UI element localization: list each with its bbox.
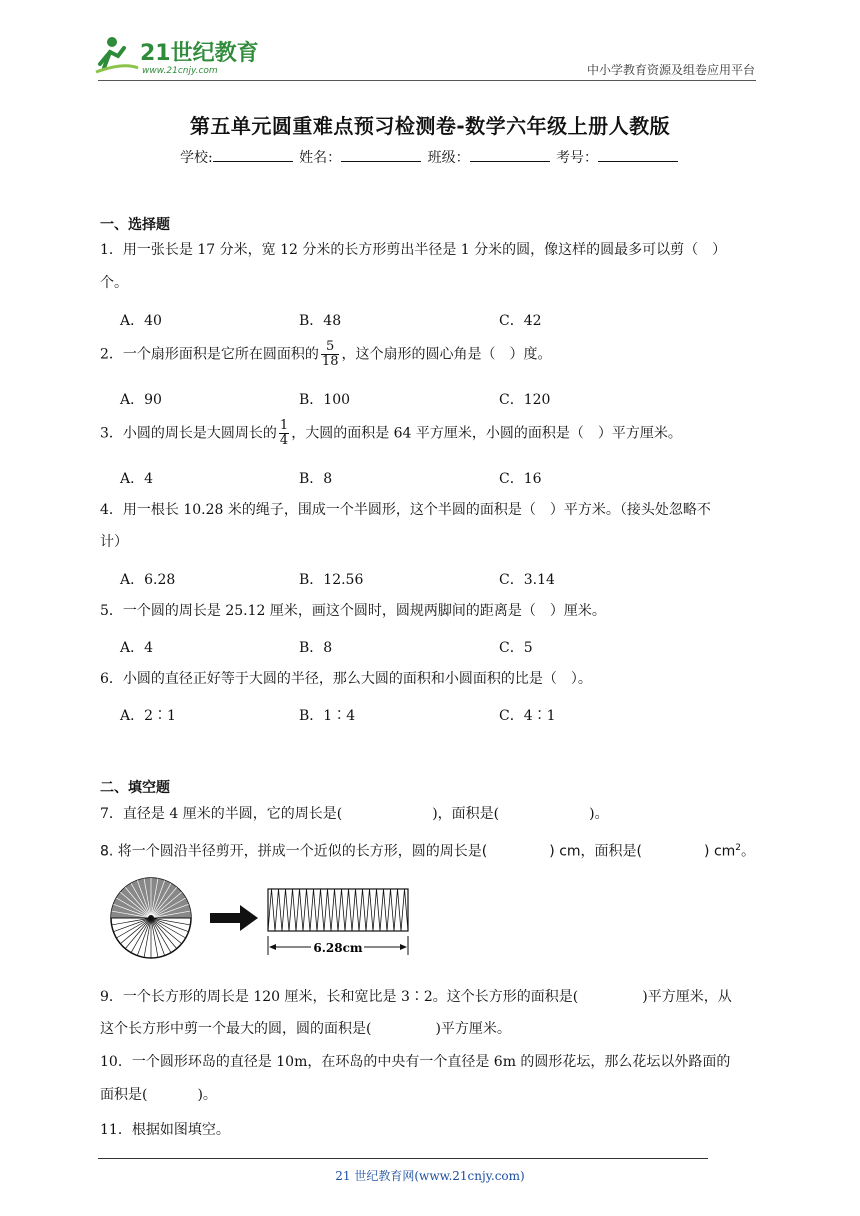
- length-label: 6.28cm: [313, 941, 363, 955]
- site-logo: [94, 34, 264, 76]
- q2-text-post: ，这个扇形的圆心角是（ ）度。: [341, 346, 552, 363]
- school-blank[interactable]: [213, 149, 293, 162]
- q6-option-c[interactable]: C．4∶1: [499, 708, 556, 724]
- q10-text-1: 面积是(: [100, 1087, 148, 1103]
- q2-denominator: 18: [321, 354, 339, 369]
- q9-text-4: )平方厘米。: [435, 1021, 511, 1037]
- class-label: 班级：: [427, 150, 470, 166]
- q1-line2: 个。: [100, 275, 128, 291]
- q4-option-b[interactable]: B．12.56: [299, 572, 364, 588]
- logo-text: 21世纪教育: [140, 41, 259, 66]
- q1-line1: 1．用一张长是 17 分米，宽 12 分米的长方形剪出半径是 1 分米的圆，像这样的圆最多可以剪（ ）: [100, 242, 727, 258]
- page-title: 第五单元圆重难点预习检测卷-数学六年级上册人教版: [189, 114, 671, 138]
- sector-circle: [111, 878, 191, 958]
- q8-text-1: 8. 将一个圆沿半径剪开，拼成一个近似的长方形，圆的周长是(: [100, 843, 488, 860]
- q6-option-a[interactable]: A．2∶1: [120, 708, 176, 724]
- q8-unit-cm2: cm: [713, 843, 736, 860]
- q4-option-a[interactable]: A．6.28: [120, 572, 176, 588]
- q2-numerator: 5: [321, 340, 340, 355]
- logo-url: www.21cnjy.com: [142, 66, 218, 76]
- question-9-line1: [100, 987, 760, 1007]
- name-label: 姓名：: [299, 150, 342, 166]
- q3-option-c[interactable]: C．16: [499, 471, 542, 487]
- question-10-line2: [100, 1085, 760, 1105]
- question-5: 5．一个圆的周长是 25.12 厘米，画这个圆时，圆规两脚间的距离是（ ）厘米。: [100, 603, 606, 619]
- student-info: [0, 147, 860, 167]
- q2-option-b[interactable]: B．100: [299, 392, 351, 408]
- question-11: 11．根据如图填空。: [100, 1122, 230, 1138]
- question-8: [100, 838, 760, 862]
- q10-text-2: )。: [197, 1087, 217, 1103]
- length-dimension: [268, 936, 408, 955]
- q3-text-post: ，大圆的面积是 64 平方厘米，小圆的面积是（ ）平方厘米。: [291, 425, 682, 442]
- header-divider: [98, 80, 756, 81]
- q1-option-b[interactable]: B．48: [299, 313, 342, 329]
- q3-text-pre: 3．小圆的周长是大圆周长的: [100, 425, 277, 442]
- question-1: [100, 240, 760, 260]
- footer-text[interactable]: 21 世纪教育网(www.21cnjy.com): [335, 1169, 525, 1183]
- q1-option-a[interactable]: A．40: [120, 313, 162, 329]
- circle-to-rectangle-figure: [106, 875, 416, 965]
- q3-option-a[interactable]: A．4: [120, 471, 154, 487]
- question-2: [100, 340, 760, 369]
- q9-text-3: 这个长方形中剪一个最大的圆，圆的面积是(: [100, 1021, 372, 1037]
- q1-option-c[interactable]: C．42: [499, 313, 542, 329]
- q5-option-c[interactable]: C．5: [499, 640, 533, 656]
- q8-text-2: ): [549, 843, 555, 860]
- q4-option-c[interactable]: C．3.14: [499, 572, 555, 588]
- approx-rectangle: [268, 889, 408, 931]
- section-choice-heading: 一、选择题: [100, 217, 170, 233]
- q4-line1: 4．用一根长 10.28 米的绳子，围成一个半圆形，这个半圆的面积是（ ）平方米。（接头处忽略不: [100, 502, 711, 518]
- q2-option-c[interactable]: C．120: [499, 392, 551, 408]
- q7-text-3: )。: [589, 806, 609, 822]
- q8-text-4: ): [704, 843, 710, 860]
- q9-text-2: )平方厘米，从: [642, 989, 732, 1005]
- question-6: 6．小圆的直径正好等于大圆的半径，那么大圆的面积和小圆面积的比是（ ）。: [100, 671, 592, 687]
- footer-divider: [98, 1158, 708, 1159]
- q5-option-b[interactable]: B．8: [299, 640, 333, 656]
- arrow-icon: [210, 905, 258, 931]
- class-blank[interactable]: [470, 149, 550, 162]
- q3-fraction: [279, 419, 289, 448]
- q3-numerator: 1: [279, 418, 289, 433]
- q8-unit-cm: cm: [559, 843, 581, 860]
- logo-runner-icon: [94, 34, 264, 76]
- question-3: [100, 419, 760, 448]
- q8-text-5: 。: [741, 843, 756, 860]
- q4-line2: 计）: [100, 534, 128, 550]
- q2-text-pre: 2．一个扇形面积是它所在圆面积的: [100, 346, 319, 363]
- q2-fraction: [321, 340, 340, 369]
- section-fill-heading: 二、填空题: [100, 780, 170, 796]
- q6-option-b[interactable]: B．1∶4: [299, 708, 356, 724]
- q5-option-a[interactable]: A．4: [120, 640, 154, 656]
- name-blank[interactable]: [341, 149, 421, 162]
- q2-option-a[interactable]: A．90: [120, 392, 162, 408]
- exam-no-label: 考号：: [556, 150, 599, 166]
- platform-name: 中小学教育资源及组卷应用平台: [586, 63, 755, 77]
- q10-line1: 10．一个圆形环岛的直径是 10m，在环岛的中央有一个直径是 6m 的圆形花坛，那么花坛以外路面的: [100, 1054, 731, 1070]
- q3-option-b[interactable]: B．8: [299, 471, 333, 487]
- q3-denominator: 4: [279, 433, 289, 448]
- question-7: [100, 804, 760, 824]
- q8-text-3: ，面积是(: [580, 843, 643, 860]
- q9-text-1: 9．一个长方形的周长是 120 厘米，长和宽比是 3∶2。这个长方形的面积是(: [100, 989, 579, 1005]
- exam-no-blank[interactable]: [598, 149, 678, 162]
- q7-text-1: 7．直径是 4 厘米的半圆，它的周长是(: [100, 806, 343, 822]
- question-9-line2: [100, 1019, 760, 1039]
- q7-text-2: )，面积是(: [432, 806, 500, 822]
- school-label: 学校:: [179, 150, 213, 166]
- q8-unit-sup: 2: [735, 843, 742, 853]
